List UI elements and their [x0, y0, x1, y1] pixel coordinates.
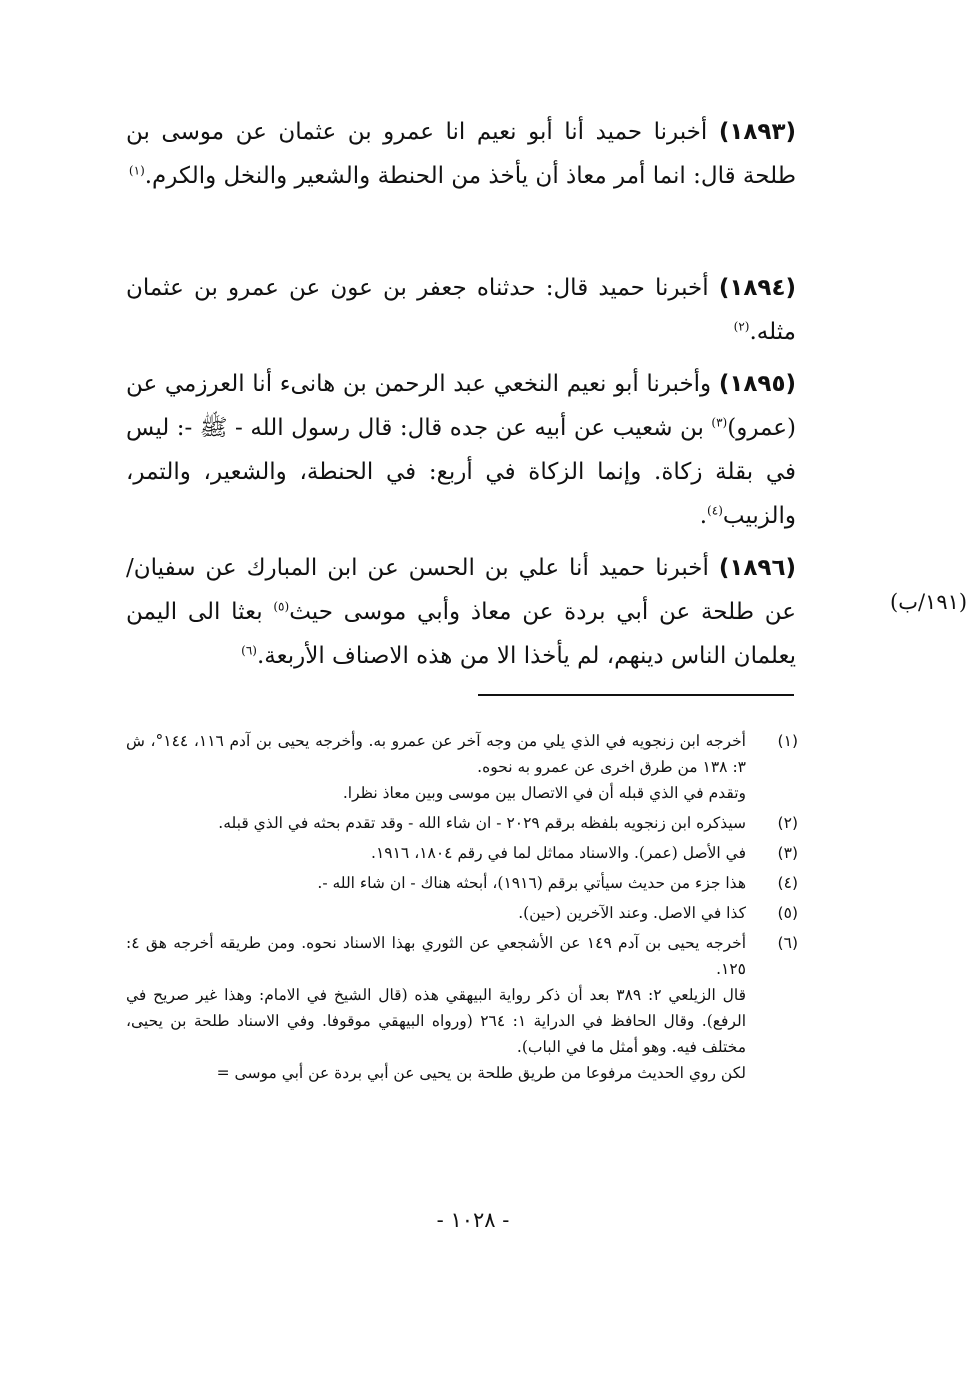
footnote-ref: (٢)	[733, 319, 750, 334]
hadith-number: (١٨٩٥)	[718, 371, 796, 397]
footnote-line: كذا في الاصل. وعند الآخرين (حين).	[518, 904, 746, 922]
hadith-text: أخبرنا حميد قال: حدثناه جعفر بن عون عن عمرو بن عثمان مثله.	[126, 275, 796, 345]
hadith-text: بن شعيب عن أبيه عن جده قال: قال رسول الله - ﷺ -: ليس في بقلة زكاة. وإنما الزكاة في أربع: في الحنطة، والشعير، والتمر، والزبيب	[126, 415, 796, 529]
footnote-ref: (٤)	[707, 503, 723, 518]
footnote-number: (١)	[777, 732, 798, 750]
footnote-text	[126, 930, 746, 1086]
footnote-1	[126, 728, 798, 806]
footnote-line: في الأصل (عمر). والاسناد مماثل لما في رقم ١٨٠٤، ١٩١٦.	[371, 844, 746, 862]
hadith-1894	[126, 266, 796, 354]
footnote-text	[126, 728, 746, 806]
hadith-1895	[126, 362, 796, 538]
footnote-line: وتقدم في الذي قبله أن في الاتصال بين موسى وبين معاذ نظرا.	[342, 784, 746, 802]
hadith-number: (١٨٩٤)	[718, 275, 796, 301]
footnote-number: (٢)	[777, 814, 798, 832]
footnote-line: سيذكره ابن زنجويه بلفظه برقم ٢٠٢٩ - ان شاء الله - وقد تقدم بحثه في الذي قبله.	[218, 814, 746, 832]
footnote-ref: (٥)	[273, 599, 290, 614]
footnotes	[126, 728, 798, 1090]
footnote-text	[126, 870, 746, 896]
footnote-text	[126, 810, 746, 836]
footnote-line: أخرجه يحيى بن آدم ١٤٩ عن الأشجعي عن الثوري بهذا الاسناد نحوه. ومن طريقه أخرجه هق ٤: ١٢٥.	[126, 934, 747, 978]
hadith-text: أخبرنا حميد أنا علي بن الحسن عن ابن المبارك عن سفيان/ عن طلحة عن أبي بردة عن معاذ وأبي موسى حيث	[126, 555, 797, 625]
footnote-line: قال الزيلعي ٢: ٣٨٩ بعد أن ذكر رواية البيهقي هذه (قال الشيخ في الامام: وهذا غير صريح في الرفع). وقال الحافظ في الدراية ١: ٢٦٤ (ورواه البيهقي موقوفا. وفي الاسناد طلحة بن يحيى، مختلف فيه. وهو أمثل ما في الباب).	[126, 986, 747, 1056]
footnote-number: (٥)	[777, 904, 798, 922]
hadith-text: بعثا الى اليمن يعلمان الناس دينهم، لم يأخذا الا من هذه الاصناف الأربعة.	[126, 599, 796, 669]
hadith-1896	[126, 546, 796, 678]
manuscript-folio-note: (١٩١/ب)	[890, 590, 967, 614]
footnote-line: أخرجه ابن زنجويه في الذي يلي من وجه آخر عن عمرو به. وأخرجه يحيى بن آدم ١١٦، ١٤٤°، ش ٣: ١٣٨ من طرق اخرى عن عمرو به نحوه.	[126, 732, 746, 776]
footnote-line: هذا جزء من حديث سيأتي برقم (١٩١٦)، أبحثه هناك - ان شاء الله -.	[317, 874, 746, 892]
footnote-line: لكن روي الحديث مرفوعا من طريق طلحة بن يحيى عن أبي بردة عن أبي موسى =	[216, 1064, 746, 1082]
footnote-4	[126, 870, 798, 896]
footnote-ref: (١)	[128, 163, 145, 178]
hadith-text: وأخبرنا أبو نعيم النخعي عبد الرحمن بن هانىء أنا العرزمي عن (عمرو)	[126, 371, 796, 441]
footnote-6	[126, 930, 798, 1086]
footnote-text	[126, 840, 746, 866]
footnote-ref: (٦)	[241, 643, 257, 658]
footnote-number: (٦)	[777, 934, 798, 952]
page-number: - ١٠٢٨ -	[436, 1208, 510, 1232]
hadith-number: (١٨٩٦)	[718, 555, 796, 581]
footnote-2	[126, 810, 798, 836]
footnote-3	[126, 840, 798, 866]
hadith-text: أخبرنا حميد أنا أبو نعيم انا عمرو بن عثمان عن موسى بن طلحة قال: انما أمر معاذ أن يأخذ من الحنطة والشعير والنخل والكرم.	[126, 119, 796, 189]
footnote-text	[126, 900, 746, 926]
footnote-divider	[478, 694, 794, 696]
footnote-ref: (٣)	[711, 415, 728, 430]
hadith-text: .	[699, 503, 708, 529]
footnote-5	[126, 900, 798, 926]
footnote-number: (٤)	[777, 874, 798, 892]
footnote-number: (٣)	[777, 844, 798, 862]
hadith-number: (١٨٩٣)	[718, 119, 796, 145]
hadith-1893	[126, 110, 796, 198]
